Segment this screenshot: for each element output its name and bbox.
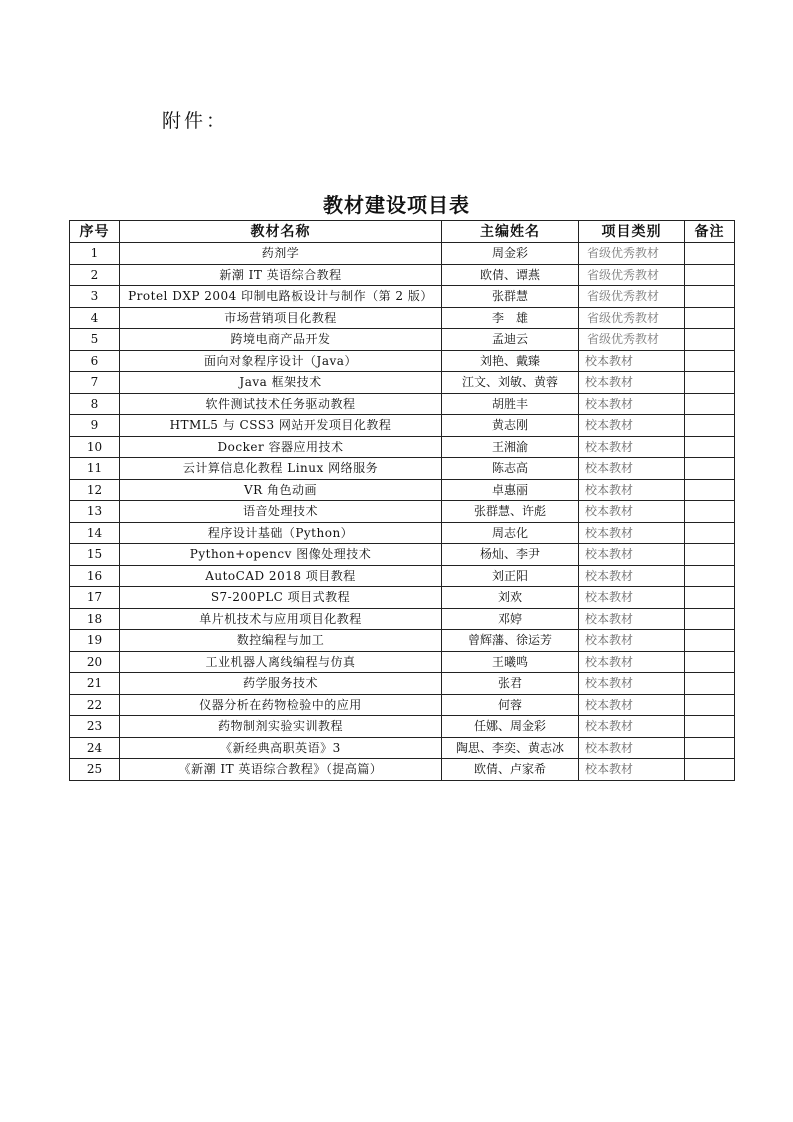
- cell-name: Python+opencv 图像处理技术: [120, 544, 442, 566]
- cell-note: [685, 436, 735, 458]
- cell-note: [685, 286, 735, 308]
- cell-no: 19: [70, 630, 120, 652]
- cell-note: [685, 501, 735, 523]
- table-title: 教材建设项目表: [323, 193, 470, 217]
- cell-category: 省级优秀教材: [579, 307, 685, 329]
- cell-editor: 周志化: [442, 522, 579, 544]
- cell-editor: 刘正阳: [442, 565, 579, 587]
- cell-name: Docker 容器应用技术: [120, 436, 442, 458]
- cell-no: 22: [70, 694, 120, 716]
- cell-note: [685, 522, 735, 544]
- table-row: [70, 501, 735, 523]
- table-row: [70, 694, 735, 716]
- cell-category: 校本教材: [579, 694, 685, 716]
- cell-name: 药剂学: [120, 243, 442, 265]
- cell-no: 5: [70, 329, 120, 351]
- table-row: [70, 458, 735, 480]
- cell-name: 数控编程与加工: [120, 630, 442, 652]
- table-row: [70, 307, 735, 329]
- cell-category: 校本教材: [579, 436, 685, 458]
- cell-no: 11: [70, 458, 120, 480]
- cell-note: [685, 264, 735, 286]
- cell-name: 程序设计基础（Python）: [120, 522, 442, 544]
- cell-category: 省级优秀教材: [579, 286, 685, 308]
- cell-name: 仪器分析在药物检验中的应用: [120, 694, 442, 716]
- cell-editor: 杨灿、李尹: [442, 544, 579, 566]
- table-row: [70, 286, 735, 308]
- cell-name: VR 角色动画: [120, 479, 442, 501]
- cell-note: [685, 565, 735, 587]
- cell-name: S7-200PLC 项目式教程: [120, 587, 442, 609]
- cell-category: 省级优秀教材: [579, 264, 685, 286]
- cell-no: 4: [70, 307, 120, 329]
- cell-editor: 王湘渝: [442, 436, 579, 458]
- cell-category: 校本教材: [579, 651, 685, 673]
- table-row: [70, 264, 735, 286]
- cell-no: 16: [70, 565, 120, 587]
- header-editor: 主编姓名: [442, 221, 579, 243]
- cell-name: Java 框架技术: [120, 372, 442, 394]
- cell-category: 校本教材: [579, 587, 685, 609]
- cell-no: 15: [70, 544, 120, 566]
- cell-name: 单片机技术与应用项目化教程: [120, 608, 442, 630]
- cell-category: 校本教材: [579, 458, 685, 480]
- table-row: [70, 350, 735, 372]
- cell-note: [685, 608, 735, 630]
- table-row: [70, 651, 735, 673]
- cell-category: 校本教材: [579, 479, 685, 501]
- table-row: [70, 329, 735, 351]
- cell-no: 2: [70, 264, 120, 286]
- cell-no: 3: [70, 286, 120, 308]
- cell-editor: 陶思、李奕、黄志冰: [442, 737, 579, 759]
- cell-note: [685, 393, 735, 415]
- table-row: [70, 737, 735, 759]
- cell-editor: 欧倩、谭燕: [442, 264, 579, 286]
- cell-note: [685, 329, 735, 351]
- cell-note: [685, 737, 735, 759]
- table-row: [70, 522, 735, 544]
- cell-category: 校本教材: [579, 565, 685, 587]
- table-row: [70, 630, 735, 652]
- cell-note: [685, 694, 735, 716]
- cell-editor: 江文、刘敏、黄蓉: [442, 372, 579, 394]
- cell-category: 校本教材: [579, 630, 685, 652]
- cell-note: [685, 350, 735, 372]
- cell-note: [685, 587, 735, 609]
- header-name: 教材名称: [120, 221, 442, 243]
- cell-no: 14: [70, 522, 120, 544]
- cell-no: 24: [70, 737, 120, 759]
- cell-name: 软件测试技术任务驱动教程: [120, 393, 442, 415]
- cell-editor: 黄志刚: [442, 415, 579, 437]
- cell-note: [685, 479, 735, 501]
- textbook-project-table: [69, 220, 735, 781]
- cell-editor: 卓惠丽: [442, 479, 579, 501]
- table-row: [70, 716, 735, 738]
- cell-editor: 何蓉: [442, 694, 579, 716]
- cell-name: 药物制剂实验实训教程: [120, 716, 442, 738]
- cell-no: 12: [70, 479, 120, 501]
- cell-name: 新潮 IT 英语综合教程: [120, 264, 442, 286]
- table-row: [70, 544, 735, 566]
- cell-name: 工业机器人离线编程与仿真: [120, 651, 442, 673]
- table-row: [70, 393, 735, 415]
- table-header-row: [70, 221, 735, 243]
- cell-no: 9: [70, 415, 120, 437]
- cell-no: 18: [70, 608, 120, 630]
- cell-no: 8: [70, 393, 120, 415]
- cell-category: 校本教材: [579, 372, 685, 394]
- table-row: [70, 759, 735, 781]
- cell-editor: 曾辉藩、徐运芳: [442, 630, 579, 652]
- cell-editor: 王曦鸣: [442, 651, 579, 673]
- cell-no: 23: [70, 716, 120, 738]
- cell-editor: 刘艳、戴臻: [442, 350, 579, 372]
- cell-editor: 张君: [442, 673, 579, 695]
- cell-category: 校本教材: [579, 716, 685, 738]
- cell-category: 校本教材: [579, 737, 685, 759]
- cell-note: [685, 243, 735, 265]
- cell-category: 校本教材: [579, 393, 685, 415]
- cell-note: [685, 630, 735, 652]
- cell-category: 校本教材: [579, 415, 685, 437]
- cell-editor: 李 雄: [442, 307, 579, 329]
- cell-name: 面向对象程序设计（Java）: [120, 350, 442, 372]
- cell-note: [685, 458, 735, 480]
- cell-no: 7: [70, 372, 120, 394]
- cell-name: 《新潮 IT 英语综合教程》（提高篇）: [120, 759, 442, 781]
- cell-name: Protel DXP 2004 印制电路板设计与制作（第 2 版）: [120, 286, 442, 308]
- table-row: [70, 608, 735, 630]
- cell-category: 校本教材: [579, 673, 685, 695]
- cell-name: HTML5 与 CSS3 网站开发项目化教程: [120, 415, 442, 437]
- cell-name: AutoCAD 2018 项目教程: [120, 565, 442, 587]
- cell-name: 跨境电商产品开发: [120, 329, 442, 351]
- table-row: [70, 673, 735, 695]
- table-row: [70, 479, 735, 501]
- table-row: [70, 587, 735, 609]
- cell-note: [685, 651, 735, 673]
- cell-name: 市场营销项目化教程: [120, 307, 442, 329]
- cell-no: 17: [70, 587, 120, 609]
- header-category: 项目类别: [579, 221, 685, 243]
- cell-editor: 欧倩、卢家希: [442, 759, 579, 781]
- cell-category: 校本教材: [579, 501, 685, 523]
- cell-name: 云计算信息化教程 Linux 网络服务: [120, 458, 442, 480]
- cell-note: [685, 673, 735, 695]
- cell-name: 《新经典高职英语》3: [120, 737, 442, 759]
- table-row: [70, 565, 735, 587]
- cell-editor: 胡胜丰: [442, 393, 579, 415]
- cell-category: 校本教材: [579, 350, 685, 372]
- cell-note: [685, 759, 735, 781]
- cell-editor: 孟迪云: [442, 329, 579, 351]
- cell-no: 6: [70, 350, 120, 372]
- cell-note: [685, 544, 735, 566]
- table-row: [70, 415, 735, 437]
- cell-editor: 邓婷: [442, 608, 579, 630]
- table-body: [70, 243, 735, 781]
- cell-note: [685, 307, 735, 329]
- cell-no: 25: [70, 759, 120, 781]
- table-row: [70, 436, 735, 458]
- cell-category: 省级优秀教材: [579, 329, 685, 351]
- cell-name: 语音处理技术: [120, 501, 442, 523]
- cell-category: 校本教材: [579, 608, 685, 630]
- header-no: 序号: [70, 221, 120, 243]
- cell-editor: 刘欢: [442, 587, 579, 609]
- attachment-label: 附件：: [162, 110, 229, 132]
- table-row: [70, 243, 735, 265]
- table-row: [70, 372, 735, 394]
- cell-category: 校本教材: [579, 522, 685, 544]
- header-note: 备注: [685, 221, 735, 243]
- cell-category: 校本教材: [579, 759, 685, 781]
- cell-name: 药学服务技术: [120, 673, 442, 695]
- cell-editor: 周金彩: [442, 243, 579, 265]
- cell-no: 21: [70, 673, 120, 695]
- cell-category: 校本教材: [579, 544, 685, 566]
- cell-editor: 任娜、周金彩: [442, 716, 579, 738]
- cell-category: 省级优秀教材: [579, 243, 685, 265]
- cell-editor: 张群慧: [442, 286, 579, 308]
- cell-note: [685, 372, 735, 394]
- cell-no: 10: [70, 436, 120, 458]
- cell-no: 13: [70, 501, 120, 523]
- cell-editor: 张群慧、许彪: [442, 501, 579, 523]
- cell-note: [685, 415, 735, 437]
- cell-no: 1: [70, 243, 120, 265]
- cell-note: [685, 716, 735, 738]
- cell-editor: 陈志高: [442, 458, 579, 480]
- cell-no: 20: [70, 651, 120, 673]
